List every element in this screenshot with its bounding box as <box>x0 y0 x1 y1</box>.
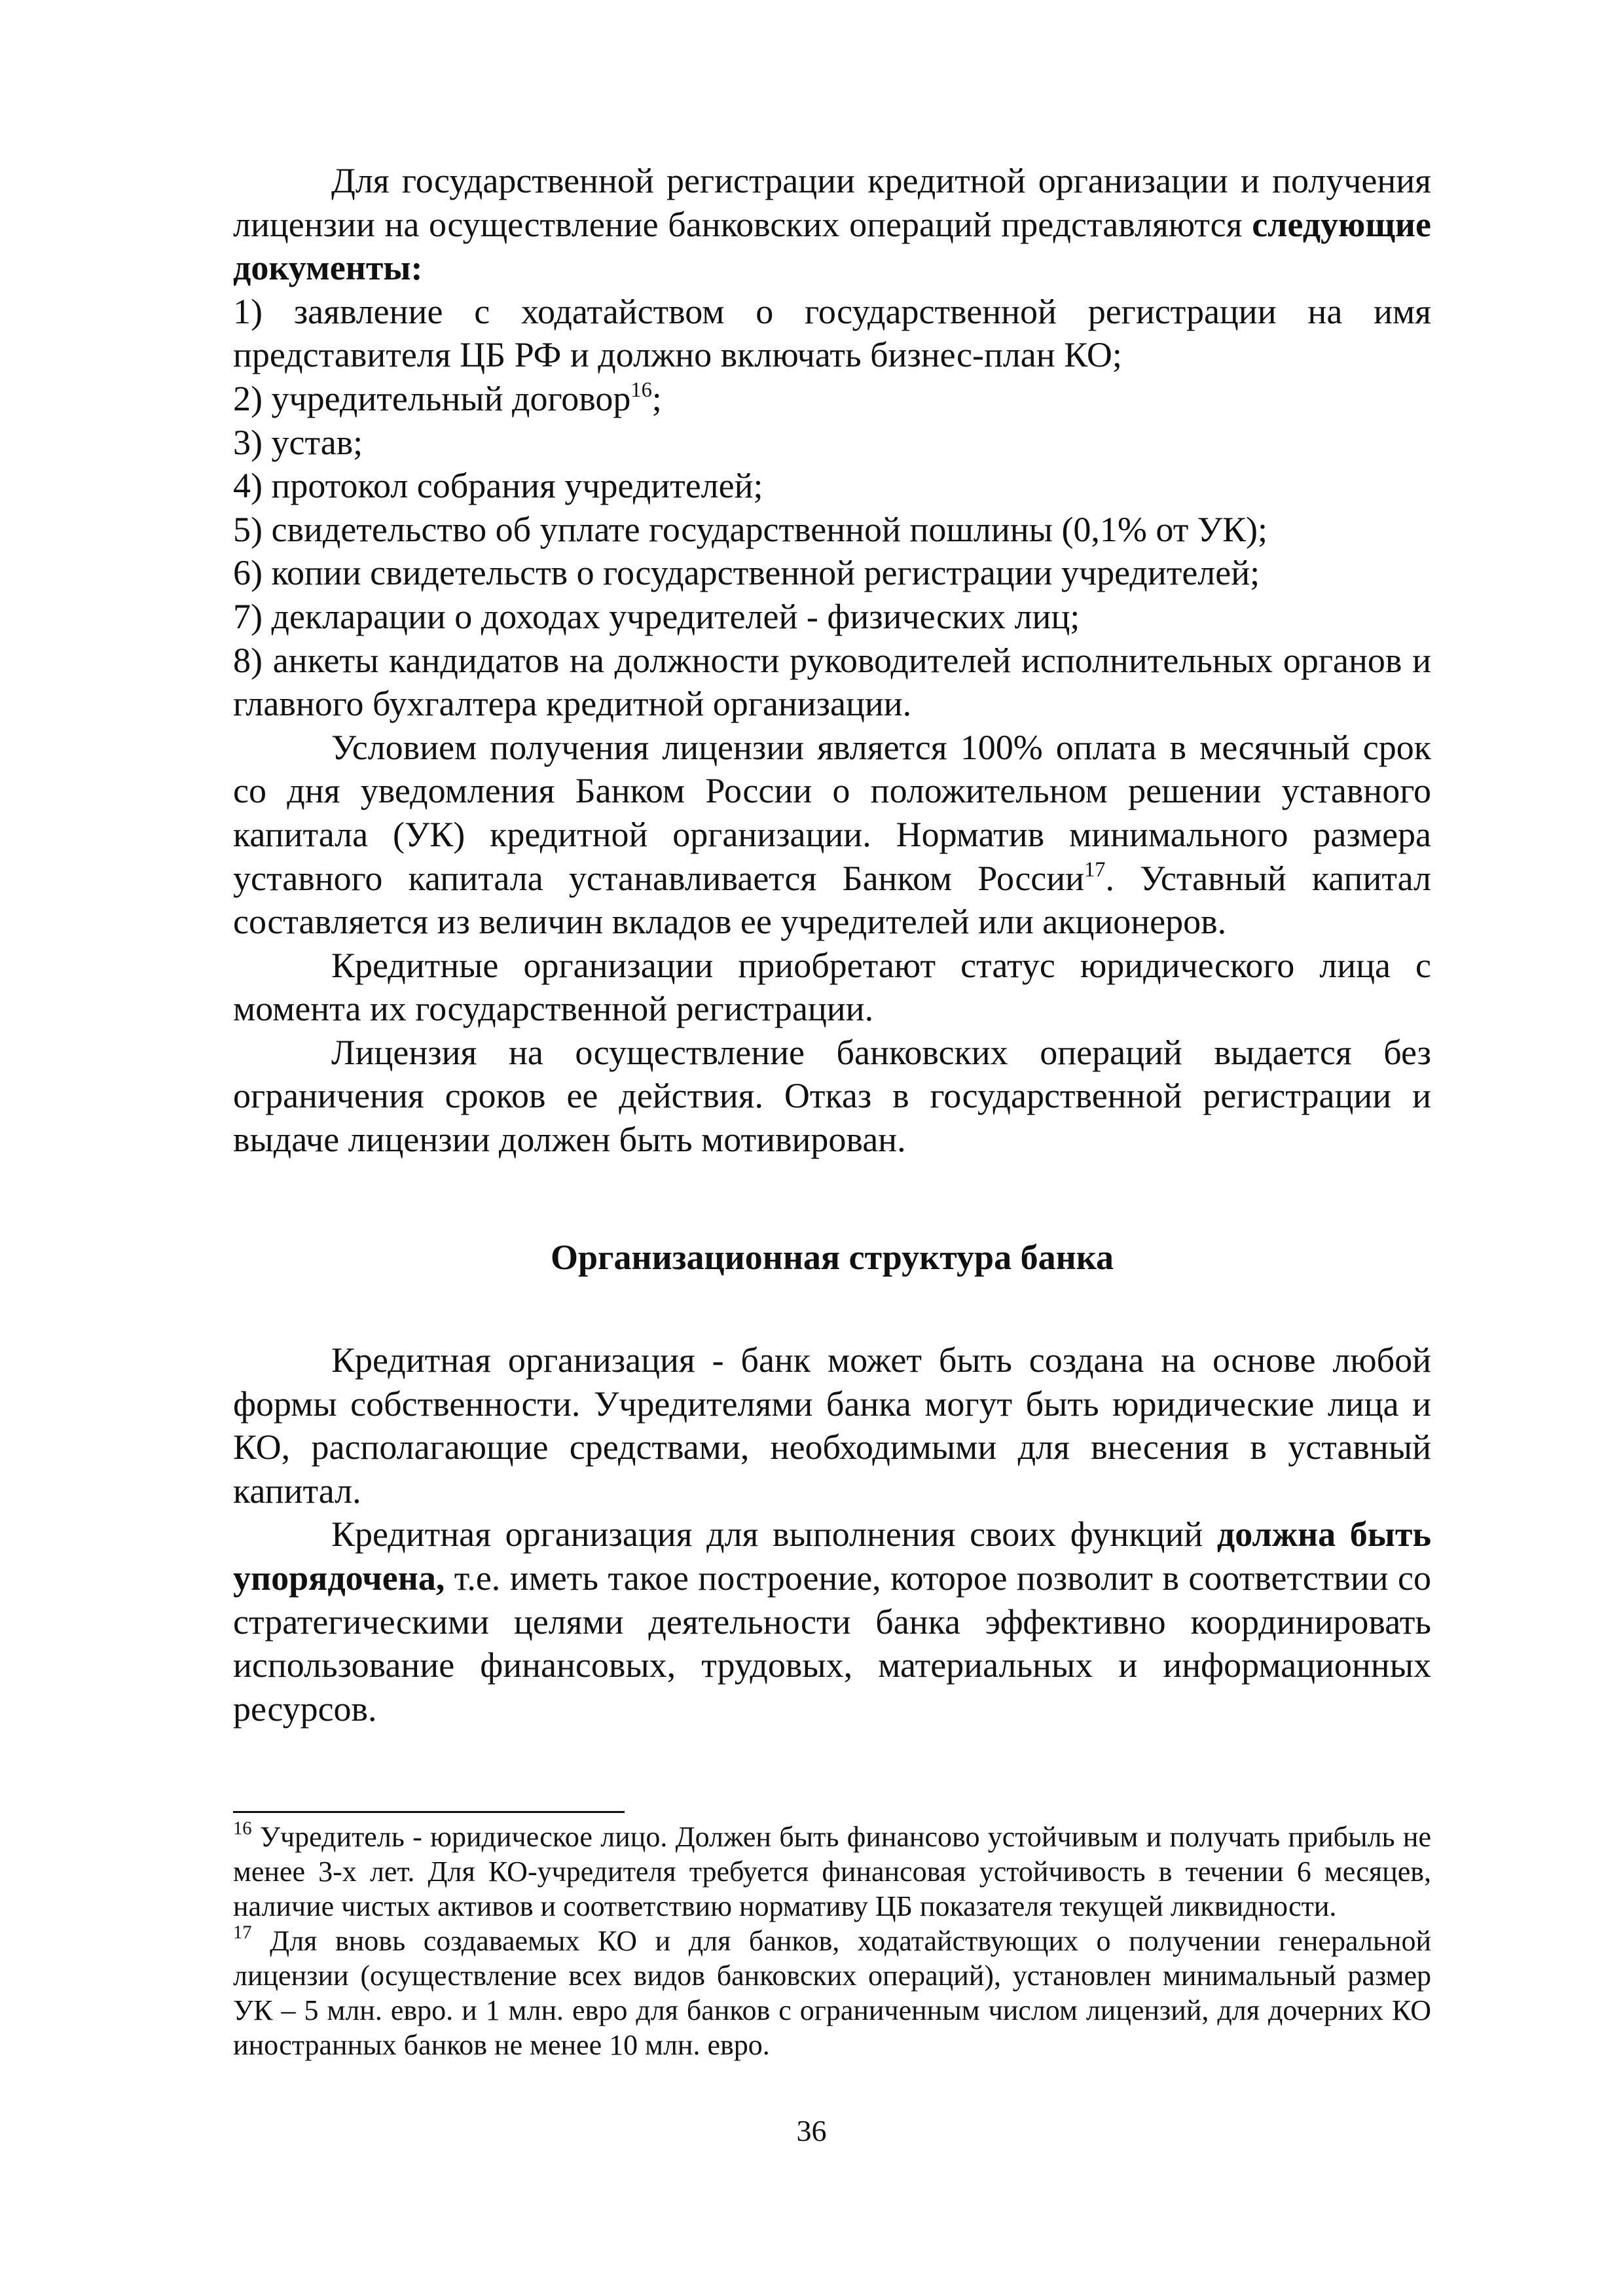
structure-bold: должна быть упорядочена, <box>233 1515 1431 1598</box>
intro-paragraph: Для государственной регистрации кредитной организации и получения лицензии на осуществление банковских операций представляются следующие документы: <box>233 161 1431 288</box>
section-text <box>233 1338 1431 1731</box>
ownership-paragraph: Кредитная организация - банк может быть создана на основе любой формы собственности. Учредителями банка могут быть юридические лица и КО, располагающие средствами, необходимыми для внесения в уставный капитал. <box>233 1340 1431 1511</box>
list-item: 3) устав; <box>233 422 363 462</box>
footnote-17: $^{17}$ Для вновь создаваемых КО и для банков, ходатайствующих о получении генеральной лицензии (осуществление всех видов банковских операций), установлен минимальный размер УК – 5 млн. евро. и 1 млн. евро для банков с ограниченным числом лицензий, для дочерних КО иностранных банков не менее 10 млн. евро. <box>233 1922 1431 2061</box>
footnotes <box>233 1820 1431 2062</box>
list-item: 4) протокол собрания учредителей; <box>233 466 763 506</box>
section-heading: Организационная структура банка <box>551 1238 1114 1277</box>
list-item: 2) учредительный договор$^{16}$; <box>233 378 662 418</box>
license-term-paragraph: Лицензия на осуществление банковских операций выдается без ограничения сроков ее действия. Отказ в государственной регистрации и выдаче лицензии должен быть мотивирован. <box>233 1032 1431 1160</box>
intro-bold: следующие документы: <box>233 204 1431 288</box>
footnote-16: $^{16}$ Учредитель - юридическое лицо. Должен быть финансово устойчивым и получать прибыль не менее 3-х лет. Для КО-учредителя требуется финансовая устойчивость в течении 6 месяцев, наличие чистых активов и соответствию нормативу ЦБ показателя текущей ликвидности. <box>233 1818 1431 1922</box>
list-item: 1) заявление с ходатайством о государственной регистрации на имя представителя ЦБ РФ и должно включать бизнес-план КО; <box>233 291 1432 375</box>
main-text <box>233 159 1431 1162</box>
license-condition-paragraph: Условием получения лицензии является 100% оплата в месячный срок со дня уведомления Банком России о положительном решении уставного капитала (УК) кредитной организации. Норматив минимального размера уставного капитала устанавливается Банком России$^{17}$. Уставный капитал составляется из величин вкладов ее учредителей или акционеров. <box>233 727 1431 942</box>
list-item: 5) свидетельство об уплате государственной пошлины (0,1% от УК); <box>233 509 1268 549</box>
footnote-ref-17[interactable]: 17 <box>1084 857 1106 882</box>
list-item: 7) декларации о доходах учредителей - физических лиц; <box>233 596 1080 636</box>
list-item: 8) анкеты кандидатов на должности руководителей исполнительных органов и главного бухгалтера кредитной организации. <box>233 640 1431 724</box>
structure-paragraph: Кредитная организация для выполнения своих функций должна быть упорядочена, т.е. иметь такое построение, которое позволит в соответствии со стратегическими целями деятельности банка эффективно координировать использование финансовых, трудовых, материальных и информационных ресурсов. <box>233 1515 1431 1729</box>
legal-status-paragraph: Кредитные организации приобретают статус юридического лица с момента их государственной регистрации. <box>233 945 1431 1029</box>
footnote-divider <box>233 1811 625 1813</box>
footnote-ref-16[interactable]: 16 <box>630 378 652 402</box>
page-number: 36 <box>796 2114 827 2147</box>
list-item: 6) копии свидетельств о государственной регистрации учредителей; <box>233 553 1260 593</box>
